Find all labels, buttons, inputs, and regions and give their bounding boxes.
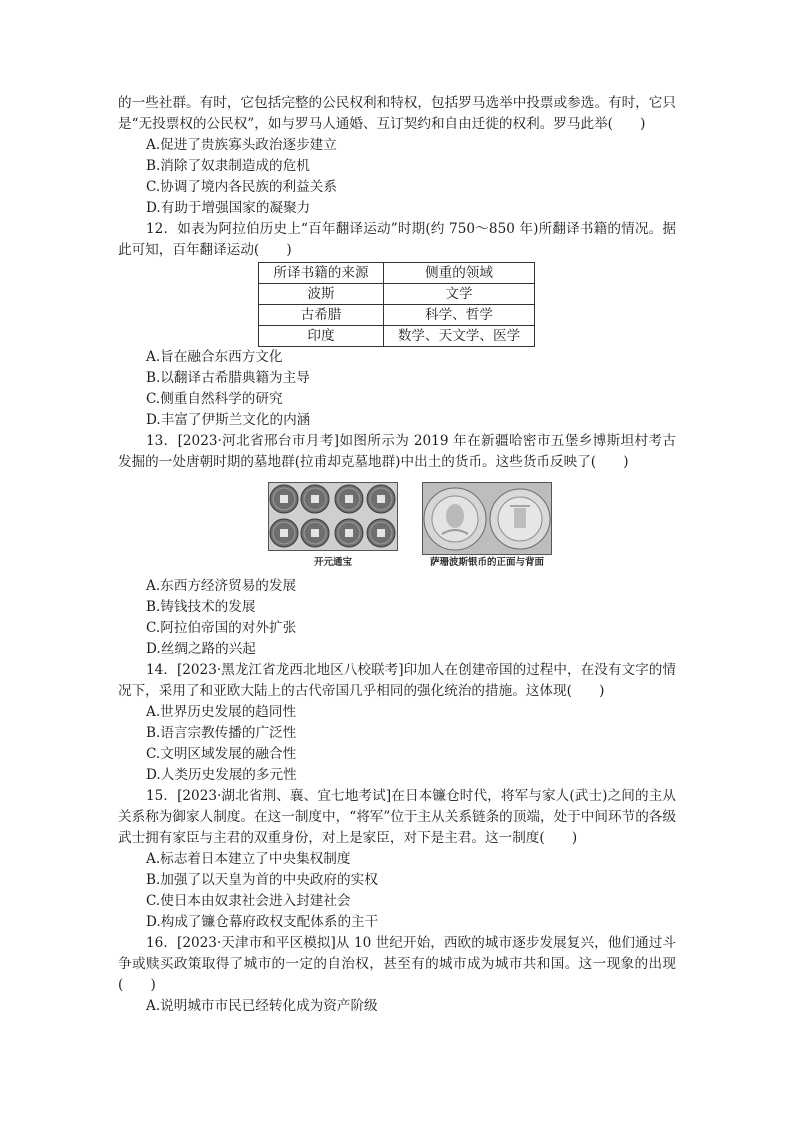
- option-c: C.使日本由奴隶社会进入封建社会: [146, 893, 351, 909]
- coin-altar-relief: [514, 508, 526, 528]
- option-b: B.消除了奴隶制造成的危机: [146, 158, 310, 174]
- question-stem: 15．[2023·湖北省荆、襄、宜七地考试]在日本镰仓时代，将军与家人(武士)之间的主从关系称为御家人制度。在这一制度中，“将军”位于主从关系链条的顶端，处于中间环节的各级武士拥有家臣与主君的双重身份，对上是家臣，对下是主君。这一制度( ): [118, 788, 676, 846]
- option-b: B.铸钱技术的发展: [146, 599, 256, 615]
- question-stem: 的一些社群。有时，它包括完整的公民权利和特权，包括罗马选举中投票或参选。有时，它只是“无投票权的公民权”，如与罗马人通婚、互订契约和自由迁徙的权利。罗马此举( ): [118, 95, 676, 132]
- option-b: B.加强了以天皇为首的中央政府的实权: [146, 872, 378, 888]
- option-c: C.文明区域发展的融合性: [146, 746, 297, 762]
- kaiyuan-coins-photo: [268, 482, 398, 551]
- table-row: [259, 284, 535, 305]
- question-stem: 12．如表为阿拉伯历史上“百年翻译运动”时期(约 750～850 年)所翻译书籍的情况。据此可知，百年翻译运动( ): [118, 221, 676, 258]
- kaiyuan-coin: [367, 519, 395, 547]
- question-12: [118, 219, 676, 431]
- option-d: D.人类历史发展的多元性: [146, 767, 297, 783]
- question-14: [118, 660, 676, 786]
- page-content: [118, 93, 676, 1017]
- question-stem: 16．[2023·天津市和平区模拟]从 10 世纪开始，西欧的城市逐步发展复兴，他们通过斗争或赎买政策取得了城市的一定的自治权，甚至有的城市成为城市共和国。这一现象的出现( ): [118, 935, 676, 993]
- question-stem: 14．[2023·黑龙江省龙西北地区八校联考]印加人在创建帝国的过程中，在没有文字的情况下，采用了和亚欧大陆上的古代帝国几乎相同的强化统治的措施。这体现( ): [118, 662, 676, 699]
- coin-square-hole: [345, 495, 353, 503]
- silver-coin-reverse: [490, 489, 550, 549]
- option-d: D.丝绸之路的兴起: [146, 641, 256, 657]
- option-a: A.旨在融合东西方文化: [146, 349, 283, 365]
- table-cell: 科学、哲学: [384, 305, 535, 326]
- coins-figure: [118, 473, 676, 576]
- question-13: [118, 431, 676, 660]
- translation-sources-table: [258, 262, 535, 347]
- table-cell: 古希腊: [259, 305, 384, 326]
- coin-square-hole: [377, 529, 385, 537]
- coin-square-hole: [311, 529, 319, 537]
- option-d: D.有助于增强国家的凝聚力: [146, 200, 311, 216]
- coin-square-hole: [280, 529, 288, 537]
- question-11: [118, 93, 676, 219]
- figure-caption-right: 萨珊波斯银币的正面与背面: [429, 557, 544, 568]
- table-header-cell: 侧重的领域: [384, 263, 535, 284]
- option-a: A.标志着日本建立了中央集权制度: [146, 851, 351, 867]
- silver-coin-obverse: [424, 488, 486, 550]
- option-c: C.侧重自然科学的研究: [146, 391, 283, 407]
- question-stem: 13．[2023·河北省邢台市月考]如图所示为 2019 年在新疆哈密市五堡乡博斯坦村考古发掘的一处唐朝时期的墓地群(拉甫却克墓地群)中出土的货币。这些货币反映了( ): [118, 433, 676, 470]
- table-cell: 印度: [259, 326, 384, 347]
- table-header-row: [259, 263, 535, 284]
- table-cell: 文学: [384, 284, 535, 305]
- option-a: A.东西方经济贸易的发展: [146, 578, 297, 594]
- table-cell: 数学、天文学、医学: [384, 326, 535, 347]
- kaiyuan-coin: [301, 519, 329, 547]
- kaiyuan-coin: [367, 485, 395, 513]
- option-a: A.世界历史发展的趋同性: [146, 704, 297, 720]
- coin-portrait-relief: [446, 504, 464, 528]
- option-d: D.构成了镰仓幕府政权支配体系的主干: [146, 914, 379, 930]
- option-d: D.丰富了伊斯兰文化的内涵: [146, 412, 311, 428]
- kaiyuan-coin: [301, 485, 329, 513]
- kaiyuan-coin: [270, 519, 298, 547]
- option-a: A.说明城市市民已经转化成为资产阶级: [146, 998, 378, 1014]
- table-cell: 波斯: [259, 284, 384, 305]
- table-row: [259, 305, 535, 326]
- option-c: C.阿拉伯帝国的对外扩张: [146, 620, 297, 636]
- figure-caption-left: 开元通宝: [313, 557, 352, 568]
- coin-square-hole: [311, 495, 319, 503]
- kaiyuan-coin: [335, 485, 363, 513]
- option-a: A.促进了贵族寡头政治逐步建立: [146, 137, 337, 153]
- table-row: [259, 326, 535, 347]
- table-header-cell: 所译书籍的来源: [259, 263, 384, 284]
- coin-square-hole: [345, 529, 353, 537]
- coin-square-hole: [280, 495, 288, 503]
- sasanian-silver-coins-photo: [422, 482, 552, 555]
- option-b: B.语言宗教传播的广泛性: [146, 725, 297, 741]
- coin-square-hole: [377, 495, 385, 503]
- option-b: B.以翻译古希腊典籍为主导: [146, 370, 310, 386]
- question-16: [118, 933, 676, 1017]
- kaiyuan-coin: [270, 485, 298, 513]
- kaiyuan-coin: [335, 519, 363, 547]
- question-15: [118, 786, 676, 933]
- option-c: C.协调了境内各民族的利益关系: [146, 179, 337, 195]
